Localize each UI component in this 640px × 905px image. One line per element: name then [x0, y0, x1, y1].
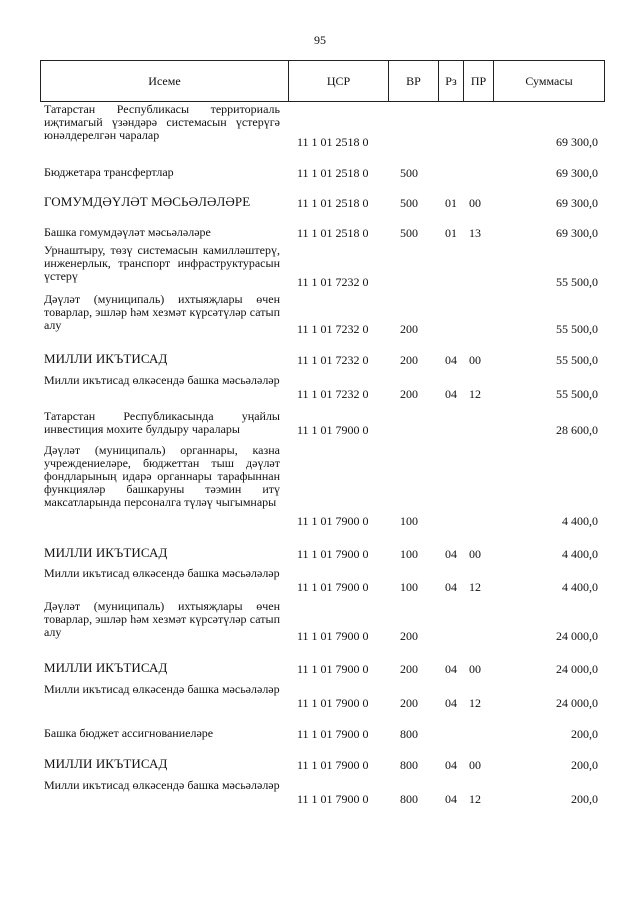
row-name: Милли икътисад өлкәсендә башка мәсьәләләр	[44, 373, 280, 387]
row-csr: 11 1 01 7900 0	[297, 792, 369, 806]
row-csr: 11 1 01 7232 0	[297, 322, 369, 336]
row-csr: 11 1 01 2518 0	[297, 196, 369, 210]
row-vr: 500	[400, 196, 418, 210]
row-name: Дәүләт (муниципаль) ихтыяҗлары өчен товарлар, эшләр һәм хезмәт күрсәтүләр сатып алу	[44, 599, 280, 639]
row-csr: 11 1 01 7900 0	[297, 580, 369, 594]
row-vr: 100	[400, 514, 418, 528]
row-csr: 11 1 01 7900 0	[297, 423, 369, 437]
row-rz: 04	[445, 696, 457, 710]
row-rz: 04	[445, 353, 457, 367]
row-vr: 200	[400, 353, 418, 367]
row-sum: 200,0	[571, 727, 598, 741]
row-csr: 11 1 01 7900 0	[297, 629, 369, 643]
row-csr: 11 1 01 7900 0	[297, 662, 369, 676]
row-vr: 100	[400, 580, 418, 594]
row-sum: 4 400,0	[562, 547, 598, 561]
row-vr: 800	[400, 758, 418, 772]
row-rz: 01	[445, 196, 457, 210]
row-name: Татарстан Республикасында уңайлы инвестиция мохите булдыру чаралары	[44, 409, 280, 436]
table-row	[0, 567, 640, 594]
row-sum: 4 400,0	[562, 514, 598, 528]
row-name: Башка бюджет ассигнованиеләре	[44, 726, 214, 740]
table-row	[0, 352, 640, 367]
table-row	[0, 757, 640, 772]
row-pr: 12	[469, 792, 481, 806]
table-row	[0, 779, 640, 806]
row-pr: 13	[469, 226, 481, 240]
row-rz: 04	[445, 580, 457, 594]
row-name: Дәүләт (муниципаль) ихтыяҗлары өчен товарлар, эшләр һәм хезмәт күрсәтүләр сатып алу	[44, 292, 280, 332]
row-csr: 11 1 01 7900 0	[297, 547, 369, 561]
row-csr: 11 1 01 7232 0	[297, 387, 369, 401]
row-rz: 04	[445, 758, 457, 772]
table-row	[0, 374, 640, 401]
row-name: Милли икътисад өлкәсендә башка мәсьәләләр	[44, 778, 280, 792]
row-sum: 55 500,0	[556, 353, 598, 367]
table-row	[0, 166, 640, 180]
row-sum: 69 300,0	[556, 166, 598, 180]
row-vr: 200	[400, 662, 418, 676]
row-vr: 800	[400, 792, 418, 806]
row-vr: 500	[400, 166, 418, 180]
header-name: Исеме	[148, 74, 181, 88]
row-csr: 11 1 01 2518 0	[297, 166, 369, 180]
row-pr: 00	[469, 196, 481, 210]
row-rz: 04	[445, 662, 457, 676]
row-csr: 11 1 01 7900 0	[297, 758, 369, 772]
table-row	[0, 683, 640, 710]
row-vr: 800	[400, 727, 418, 741]
row-vr: 200	[400, 322, 418, 336]
row-sum: 55 500,0	[556, 275, 598, 289]
row-pr: 12	[469, 696, 481, 710]
row-name: МИЛЛИ ИКЪТИСАД	[44, 545, 168, 560]
row-name: Дәүләт (муниципаль) органнары, казна учреждениеләре, бюджеттан тыш дәүләт фондларының идарә органнары тарафыннан функцияләр башкаруны тәэмин итү максатларында персоналга түләү чыгымнары	[44, 443, 280, 509]
table-row	[0, 226, 640, 240]
row-name: Башка гомумдәүләт мәсьәләләре	[44, 225, 211, 239]
row-sum: 69 300,0	[556, 196, 598, 210]
row-sum: 200,0	[571, 758, 598, 772]
header-csr: ЦСР	[288, 61, 388, 101]
row-name: Татарстан Республикасы территориаль иҗтимагый үзәндәрә системасын үстерүгә юнәлдерелгән чаралар	[44, 102, 280, 142]
row-pr: 00	[469, 662, 481, 676]
table-row	[0, 195, 640, 210]
row-vr: 100	[400, 547, 418, 561]
table-row	[0, 293, 640, 336]
row-vr: 200	[400, 629, 418, 643]
table-header	[40, 60, 605, 102]
row-name: ГОМУМДӘҮЛӘТ МӘСЬӘЛӘЛӘРЕ	[44, 194, 251, 209]
row-vr: 200	[400, 387, 418, 401]
row-sum: 4 400,0	[562, 580, 598, 594]
row-name: Милли икътисад өлкәсендә башка мәсьәләләр	[44, 682, 280, 696]
row-rz: 04	[445, 547, 457, 561]
table-row	[0, 244, 640, 289]
row-csr: 11 1 01 7900 0	[297, 727, 369, 741]
row-name: Бюджетара трансфертлар	[44, 165, 174, 179]
row-rz: 04	[445, 792, 457, 806]
row-sum: 200,0	[571, 792, 598, 806]
row-sum: 69 300,0	[556, 226, 598, 240]
row-sum: 55 500,0	[556, 387, 598, 401]
row-name: МИЛЛИ ИКЪТИСАД	[44, 351, 168, 366]
row-csr: 11 1 01 7900 0	[297, 514, 369, 528]
table-row	[0, 410, 640, 437]
row-vr: 500	[400, 226, 418, 240]
row-sum: 55 500,0	[556, 322, 598, 336]
page-number: 95	[314, 33, 326, 47]
row-pr: 12	[469, 580, 481, 594]
table-row	[0, 661, 640, 676]
row-pr: 00	[469, 353, 481, 367]
row-name: МИЛЛИ ИКЪТИСАД	[44, 660, 168, 675]
row-csr: 11 1 01 2518 0	[297, 135, 369, 149]
table-row	[0, 727, 640, 741]
row-name: Урнаштыру, төзү системасын камилләштерү, инженерлык, транспорт инфраструктурасын үстерү	[44, 243, 280, 283]
table-row	[0, 546, 640, 561]
row-sum: 28 600,0	[556, 423, 598, 437]
row-name: МИЛЛИ ИКЪТИСАД	[44, 756, 168, 771]
header-rz: Рз	[438, 61, 463, 101]
row-rz: 01	[445, 226, 457, 240]
row-pr: 12	[469, 387, 481, 401]
row-vr: 200	[400, 696, 418, 710]
row-rz: 04	[445, 387, 457, 401]
row-pr: 00	[469, 758, 481, 772]
row-sum: 69 300,0	[556, 135, 598, 149]
header-vr: ВР	[388, 61, 438, 101]
row-name: Милли икътисад өлкәсендә башка мәсьәләләр	[44, 566, 280, 580]
row-sum: 24 000,0	[556, 629, 598, 643]
header-sum: Суммасы	[493, 61, 604, 101]
table-row	[0, 103, 640, 149]
row-sum: 24 000,0	[556, 696, 598, 710]
row-sum: 24 000,0	[556, 662, 598, 676]
table-row	[0, 444, 640, 528]
row-csr: 11 1 01 2518 0	[297, 226, 369, 240]
table-row	[0, 600, 640, 643]
row-csr: 11 1 01 7232 0	[297, 353, 369, 367]
row-pr: 00	[469, 547, 481, 561]
row-csr: 11 1 01 7232 0	[297, 275, 369, 289]
header-pr: ПР	[463, 61, 493, 101]
row-csr: 11 1 01 7900 0	[297, 696, 369, 710]
